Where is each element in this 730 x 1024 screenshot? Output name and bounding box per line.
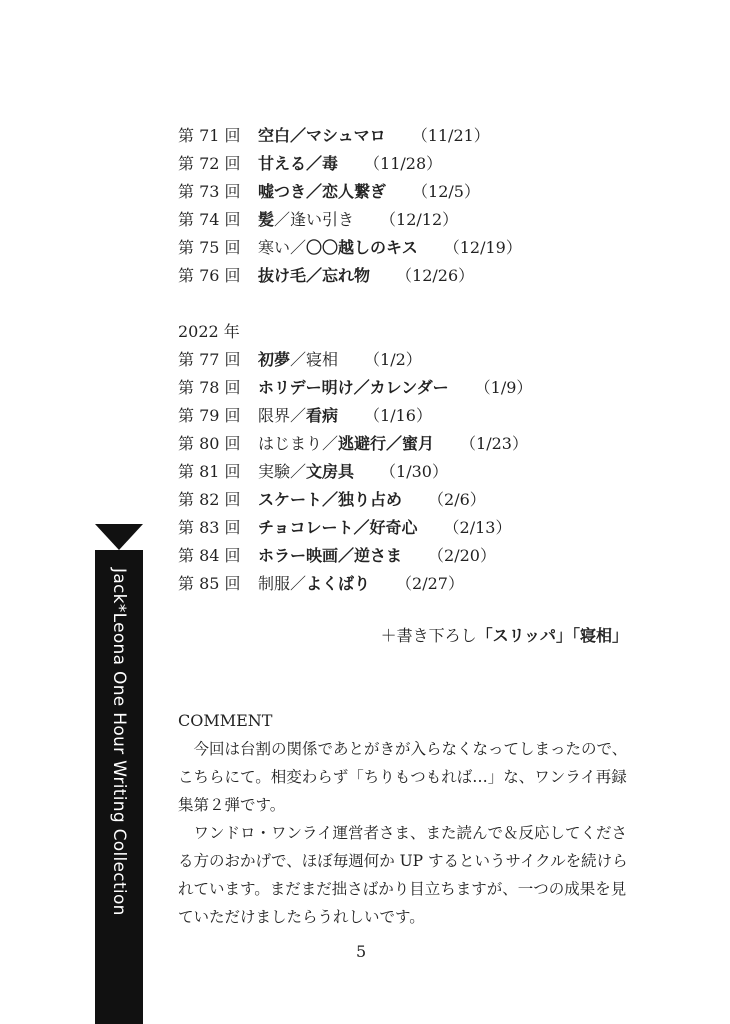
extra-stories (178, 622, 628, 650)
episode-number: 第 71 回 (178, 126, 241, 145)
episode-number: 第 76 回 (178, 266, 241, 285)
episode-theme: 看病 (306, 406, 339, 425)
episode-list (178, 122, 658, 598)
comment-paragraph: 今回は台割の関係であとがきが入らなくなってしまったので、こちらにて。相変わらず「ちりもつもれば…」な、ワンライ再録集第２弾です。 (178, 740, 628, 814)
episode-theme: ／逢い引き (274, 210, 355, 229)
episode-theme: 空白／マシュマロ (258, 126, 386, 145)
side-title-tab (95, 524, 143, 1024)
episode-number: 第 78 回 (178, 378, 241, 397)
episode-theme: 髪 (258, 210, 275, 229)
episode-date: （12/12） (380, 210, 459, 229)
episode-row (178, 514, 658, 542)
episode-row (178, 458, 658, 486)
episode-date: （12/26） (396, 266, 475, 285)
episode-row (178, 234, 658, 262)
episode-date: （11/21） (411, 126, 490, 145)
episode-row (178, 206, 658, 234)
episode-row (178, 150, 658, 178)
episode-row (178, 262, 658, 290)
episode-row (178, 486, 658, 514)
episode-theme: 限界／ (258, 406, 307, 425)
episode-theme: 実験／ (258, 462, 307, 481)
episode-row (178, 542, 658, 570)
episode-number: 第 84 回 (178, 546, 241, 565)
episode-row (178, 374, 658, 402)
episode-number: 第 72 回 (178, 154, 241, 173)
episode-row (178, 122, 658, 150)
episode-date: （1/2） (364, 350, 422, 369)
episode-theme: ホラー映画／逆さま (258, 546, 403, 565)
comment-paragraph: ワンドロ・ワンライ運営者さま、また読んで＆反応してくださる方のおかげで、ほぼ毎週何か UP するというサイクルを続けられています。まだまだ拙さばかり目立ちますが、一つの成果を見ていただけましたらうれしいです。 (178, 824, 628, 926)
side-tab-notch (95, 524, 143, 550)
side-title: Jack*Leona One Hour Writing Collection (109, 568, 129, 916)
episode-row (178, 430, 658, 458)
episode-theme: 文房具 (306, 462, 355, 481)
episode-date: （11/28） (364, 154, 443, 173)
episode-theme: 甘える／毒 (258, 154, 339, 173)
episode-number: 第 83 回 (178, 518, 241, 537)
episode-theme: 〇〇越しのキス (306, 238, 418, 257)
episode-number: 第 79 回 (178, 406, 241, 425)
episode-number: 第 80 回 (178, 434, 241, 453)
episode-number: 第 81 回 (178, 462, 241, 481)
episode-date: （12/5） (412, 182, 480, 201)
episode-row (178, 178, 658, 206)
episode-theme: 寒い／ (258, 238, 307, 257)
episode-date: （1/30） (380, 462, 448, 481)
page-number: 5 (356, 942, 367, 961)
episode-group-2021 (178, 122, 658, 290)
episode-theme: 制服／ (258, 574, 307, 593)
episode-theme: 嘘つき／恋人繋ぎ (258, 182, 387, 201)
comment-heading: COMMENT (178, 711, 273, 730)
episode-theme: 抜け毛／忘れ物 (258, 266, 371, 285)
episode-number: 第 85 回 (178, 574, 241, 593)
episode-date: （12/19） (443, 238, 522, 257)
episode-theme: 逃避行／蜜月 (338, 434, 435, 453)
year-label: 2022 年 (178, 322, 240, 341)
episode-theme: よくばり (306, 574, 371, 593)
episode-theme: スケート／独り占め (258, 490, 403, 509)
episode-date: （1/23） (460, 434, 528, 453)
episode-theme: ／寝相 (290, 350, 339, 369)
episode-theme: 初夢 (258, 350, 291, 369)
episode-row (178, 570, 658, 598)
episode-group-2022 (178, 346, 658, 598)
episode-number: 第 82 回 (178, 490, 241, 509)
episode-theme: ホリデー明け／カレンダー (258, 378, 449, 397)
episode-row (178, 402, 658, 430)
episode-date: （1/9） (474, 378, 533, 397)
episode-theme: はじまり／ (258, 434, 339, 453)
episode-date: （2/20） (428, 546, 496, 565)
episode-number: 第 77 回 (178, 350, 241, 369)
episode-date: （1/16） (364, 406, 432, 425)
extra-prefix: ＋書き下ろし (380, 626, 477, 645)
episode-date: （2/27） (396, 574, 464, 593)
episode-number: 第 75 回 (178, 238, 241, 257)
episode-row (178, 346, 658, 374)
extra-titles: 「スリッパ」「寝相」 (476, 626, 628, 645)
comment-body (178, 735, 634, 931)
episode-number: 第 73 回 (178, 182, 241, 201)
episode-date: （2/6） (428, 490, 486, 509)
episode-date: （2/13） (443, 518, 512, 537)
episode-number: 第 74 回 (178, 210, 241, 229)
episode-theme: チョコレート／好奇心 (258, 518, 418, 537)
